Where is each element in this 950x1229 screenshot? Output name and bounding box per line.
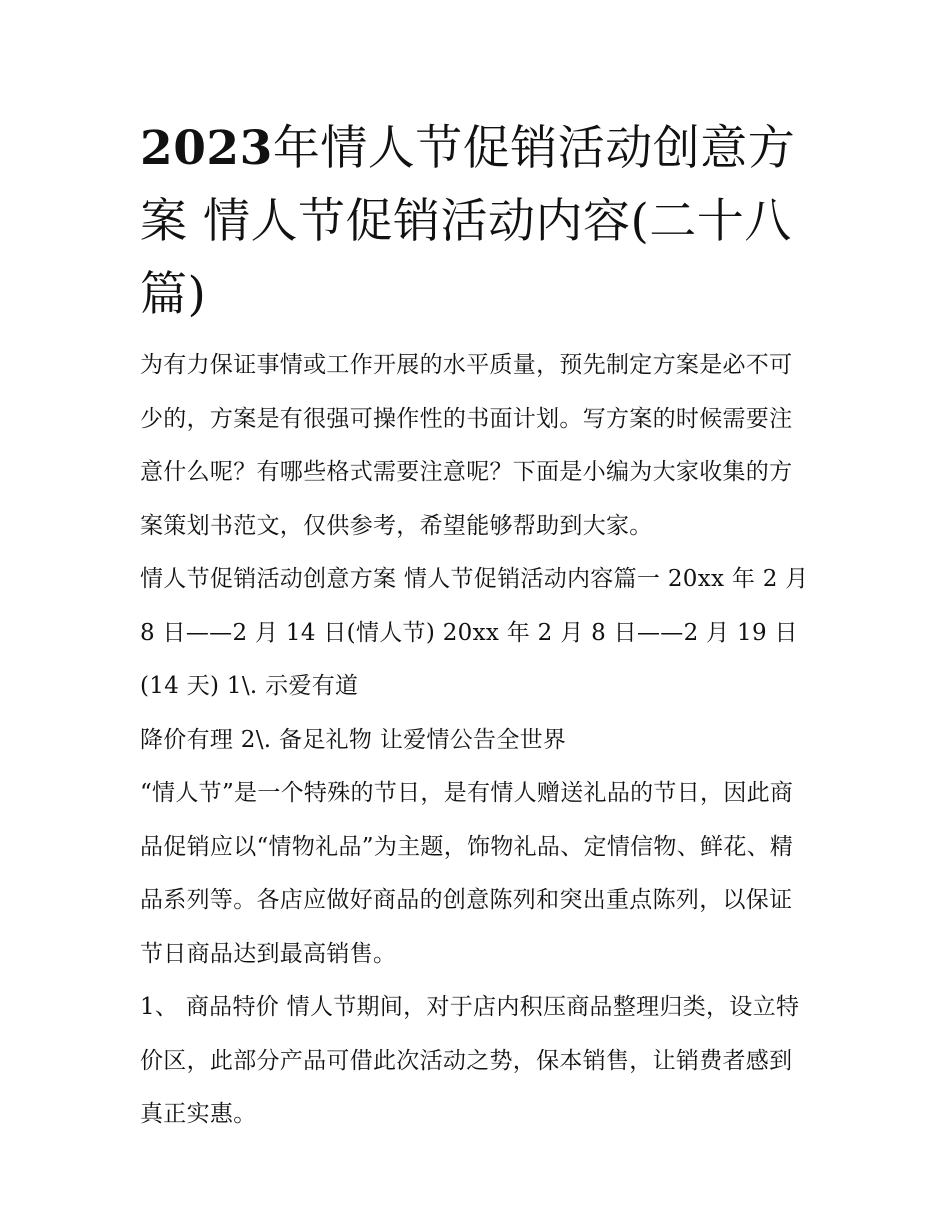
paragraph-slogan: 降价有理 2\. 备足礼物 让爱情公告全世界 <box>140 726 567 753</box>
document-page <box>140 112 815 1142</box>
paragraph-theme: “情人节”是一个特殊的节日，是有情人赠送礼品的节日，因此商品促销应以“情物礼品”为主题，饰物礼品、定情信物、鲜花、精品系列等。各店应做好商品的创意陈列和突出重点陈列，以保证节日商品达到最高销售。 <box>140 780 794 967</box>
title-year: 2023 <box>140 121 273 176</box>
paragraph-item-1: 1、 商品特价 情人节期间，对于店内积压商品整理归类，设立特价区，此部分产品可借此次活动之势，保本销售，让销费者感到真正实惠。 <box>140 994 800 1127</box>
document-title <box>140 112 815 331</box>
paragraph-dates: 情人节促销活动创意方案 情人节促销活动内容篇一 20xx 年 2 月 8 日——2 月 14 日(情人节) 20xx 年 2 月 8 日——2 月 19 日(14 天) 1\. 示爱有道 <box>140 566 809 699</box>
title-text: 年情人节促销活动创意方案 情人节促销活动内容(二十八篇) <box>140 121 796 322</box>
paragraph-intro: 为有力保证事情或工作开展的水平质量，预先制定方案是必不可少的，方案是有很强可操作性的书面计划。写方案的时候需要注意什么呢？有哪些格式需要注意呢？下面是小编为大家收集的方案策划书范文，仅供参考，希望能够帮助到大家。 <box>140 352 793 539</box>
